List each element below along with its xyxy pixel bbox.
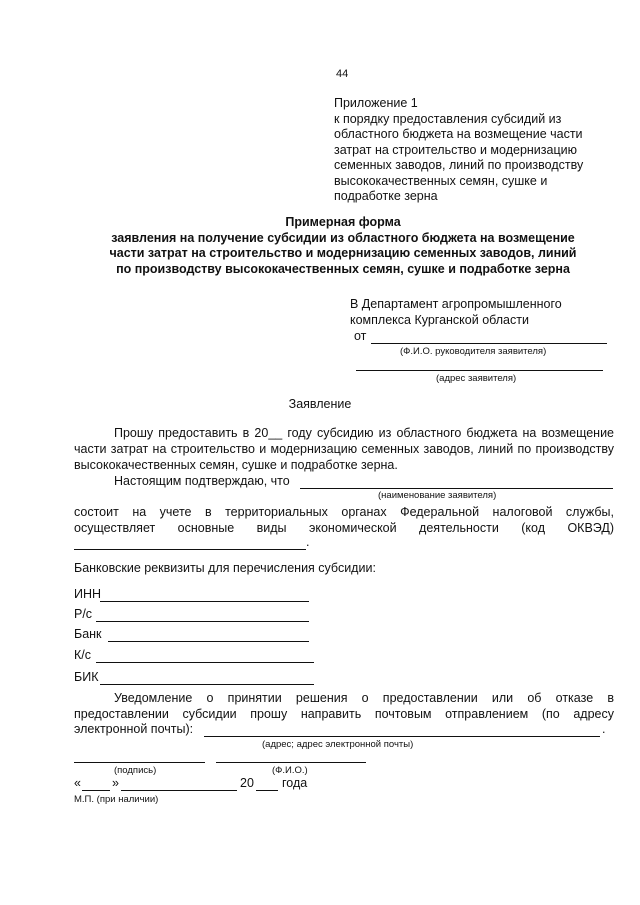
- bank-field-label: К/с: [74, 648, 92, 662]
- address-caption: (адрес заявителя): [436, 373, 517, 384]
- appendix-line: Приложение 1: [334, 96, 418, 110]
- bank-field-label: ИНН: [74, 587, 102, 601]
- applicant-name-caption: (наименование заявителя): [378, 490, 497, 501]
- signature-caption: (подпись): [114, 765, 157, 776]
- okved-line: осуществляет основные виды экономической деятельности (код ОКВЭД): [74, 521, 614, 535]
- request-paragraph: Прошу предоставить в 20__ году субсидию из областного бюджета на возмещение части затрат на строительство и модернизацию семенных заводов, линий по производству высококачественных семян, сушке и подработке зерна.: [74, 426, 614, 472]
- date-year-field[interactable]: [256, 790, 278, 791]
- appendix-line: высококачественных семян, сушке и: [334, 173, 548, 188]
- applicant-name-field[interactable]: [300, 488, 613, 489]
- confirm-label: Настоящим подтверждаю, что: [114, 474, 290, 488]
- account-input-line[interactable]: [96, 621, 309, 622]
- from-label: от: [354, 329, 367, 343]
- notification-line-2: предоставлении субсидии прошу направить почтовым отправлением (по адресу: [74, 707, 614, 721]
- from-name-field[interactable]: [371, 343, 607, 344]
- appendix-line: семенных заводов, линий по производству: [334, 158, 584, 172]
- notification-line-1: Уведомление о принятии решения о предоставлении или об отказе в: [114, 691, 614, 705]
- appendix-line: к порядку предоставления субсидий из: [334, 111, 562, 126]
- form-title: [60, 215, 626, 277]
- bank-field-inn: [74, 587, 101, 601]
- bank-input-line[interactable]: [108, 641, 309, 642]
- form-title-line: по производству высококачественных семян, сушке и подработке зерна: [116, 261, 570, 276]
- okved-period: .: [306, 535, 310, 549]
- stamp-note: М.П. (при наличии): [74, 794, 159, 805]
- full-name-caption: (Ф.И.О.): [272, 765, 308, 776]
- bank-field-bik: [74, 670, 98, 684]
- date-open-quote: «: [74, 776, 81, 790]
- appendix-line: областного бюджета на возмещение части: [334, 127, 583, 141]
- okved-code-field[interactable]: [74, 549, 306, 550]
- date-close-quote: »: [112, 776, 119, 790]
- application-heading: Заявление: [288, 397, 352, 411]
- bank-field-corr-account: [74, 648, 91, 662]
- signature-field[interactable]: [74, 762, 205, 763]
- bank-field-label: БИК: [74, 670, 99, 684]
- addressee-block: [350, 297, 620, 328]
- bank-field-bank: [74, 627, 102, 641]
- bank-details-title: Банковские реквизиты для перечисления субсидии:: [74, 561, 376, 575]
- appendix-line: подработке зерна: [334, 189, 438, 203]
- form-title-line: заявления на получение субсидии из областного бюджета на возмещение: [111, 230, 575, 245]
- notification-period: .: [602, 722, 606, 736]
- inn-input-line[interactable]: [100, 601, 309, 602]
- date-year-prefix: 20: [240, 776, 254, 790]
- notification-email-label: электронной почты):: [74, 722, 194, 736]
- bank-field-label: Банк: [74, 627, 102, 641]
- addressee-line-2: комплекса Курганской области: [350, 312, 529, 327]
- form-title-line: Примерная форма: [285, 215, 401, 229]
- bank-field-account: [74, 607, 92, 621]
- appendix-line: затрат на строительство и модернизацию: [334, 142, 577, 157]
- email-input-line[interactable]: [204, 736, 600, 737]
- corr-account-input-line[interactable]: [96, 662, 314, 663]
- addressee-line-1: В Департамент агропромышленного: [350, 297, 562, 311]
- bik-input-line[interactable]: [100, 684, 314, 685]
- from-caption: (Ф.И.О. руководителя заявителя): [400, 346, 547, 357]
- date-day-field[interactable]: [82, 790, 110, 791]
- full-name-field[interactable]: [216, 762, 366, 763]
- date-month-field[interactable]: [121, 790, 237, 791]
- email-caption: (адрес; адрес электронной почты): [262, 739, 414, 750]
- form-title-line: части затрат на строительство и модернизацию семенных заводов, линий: [109, 246, 577, 260]
- bank-field-label: Р/с: [74, 607, 93, 621]
- tax-registration-line: состоит на учете в территориальных органах Федеральной налоговой службы,: [74, 505, 614, 519]
- appendix-header: [334, 96, 624, 205]
- applicant-address-field[interactable]: [356, 370, 603, 371]
- date-year-suffix: года: [282, 776, 308, 790]
- page-number: 44: [336, 68, 349, 80]
